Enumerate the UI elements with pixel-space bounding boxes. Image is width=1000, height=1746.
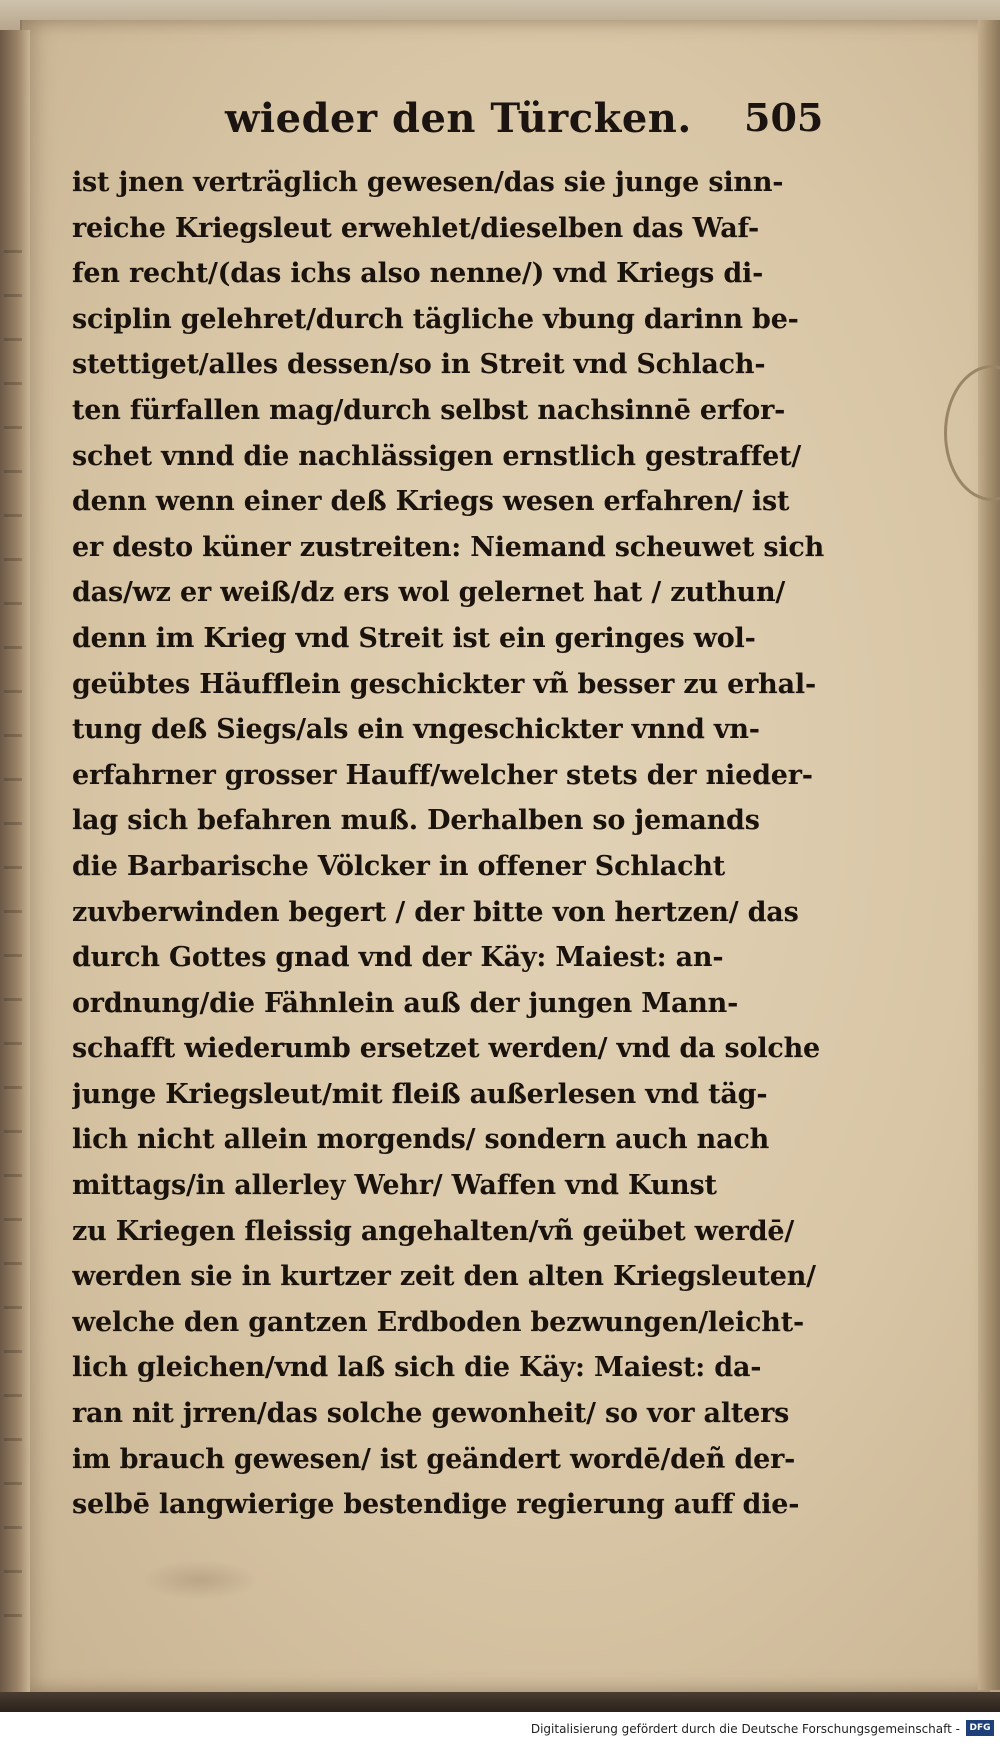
text-line: sciplin gelehret/durch tägliche vbung darinn be- bbox=[72, 303, 799, 335]
text-line: denn im Krieg vnd Streit ist ein geringes wol- bbox=[72, 622, 756, 654]
text-line: ten fürfallen mag/durch selbst nachsinnē erfor- bbox=[72, 394, 786, 426]
text-line: schet vnnd die nachlässigen ernstlich gestraffet/ bbox=[72, 440, 802, 472]
facing-page-text-fragments bbox=[4, 250, 22, 1650]
text-line: denn wenn einer deß Kriegs wesen erfahren/ ist bbox=[72, 486, 790, 518]
text-line: im brauch gewesen/ ist geändert wordē/deñ der- bbox=[72, 1443, 796, 1475]
text-line: tung deß Siegs/als ein vngeschickter vnnd vn- bbox=[72, 714, 760, 746]
text-line: die Barbarische Völcker in offener Schlacht bbox=[72, 850, 726, 882]
text-line: fen recht/(das ichs also nenne/) vnd Kriegs di- bbox=[72, 258, 764, 290]
text-line: reiche Kriegsleut erwehlet/dieselben das Waf- bbox=[72, 212, 760, 244]
text-line: welche den gantzen Erdboden bezwungen/leicht- bbox=[72, 1306, 804, 1338]
show-through-stain bbox=[140, 1560, 260, 1600]
text-line: lich nicht allein morgends/ sondern auch nach bbox=[72, 1124, 770, 1156]
text-line: ist jnen verträglich gewesen/das sie junge sinn- bbox=[72, 167, 784, 198]
page-header bbox=[0, 95, 1000, 155]
text-line: werden sie in kurtzer zeit den alten Kriegsleuten/ bbox=[72, 1261, 816, 1293]
text-line: geübtes Häufflein geschickter vñ besser zu erhal- bbox=[72, 668, 816, 700]
bottom-book-edge bbox=[0, 1692, 1000, 1712]
text-line: lag sich befahren muß. Derhalben so jemands bbox=[72, 805, 760, 837]
right-page-edges bbox=[978, 20, 1000, 1690]
text-line: zuvberwinden begert / der bitte von hertzen/ das bbox=[72, 896, 799, 928]
text-line: schafft wiederumb ersetzet werden/ vnd da solche bbox=[72, 1033, 821, 1065]
body-text bbox=[72, 160, 832, 1528]
text-line: selbē langwierige bestendige regierung auff die- bbox=[72, 1489, 800, 1521]
text-line: junge Kriegsleut/mit fleiß außerlesen vnd täg- bbox=[72, 1078, 768, 1110]
page-number: 505 bbox=[744, 95, 824, 140]
dfg-logo: DFG bbox=[966, 1720, 994, 1736]
text-line: mittags/in allerley Wehr/ Waffen vnd Kunst bbox=[72, 1170, 717, 1202]
text-line: durch Gottes gnad vnd der Käy: Maiest: an- bbox=[72, 942, 724, 974]
digitization-footer bbox=[0, 1712, 1000, 1746]
text-line: das/wz er weiß/dz ers wol gelernet hat / zuthun/ bbox=[72, 577, 786, 609]
text-line: zu Kriegen fleissig angehalten/vñ geübet werdē/ bbox=[72, 1215, 795, 1247]
left-page-edge bbox=[0, 30, 30, 1700]
funding-credit: Digitalisierung gefördert durch die Deutsche Forschungsgemeinschaft - bbox=[530, 1722, 960, 1736]
text-line: ordnung/die Fähnlein auß der jungen Mann- bbox=[72, 987, 739, 1019]
text-line: lich gleichen/vnd laß sich die Käy: Maiest: da- bbox=[72, 1352, 762, 1384]
text-line: stettiget/alles dessen/so in Streit vnd Schlach- bbox=[72, 349, 766, 381]
text-line: ran nit jrren/das solche gewonheit/ so vor alters bbox=[72, 1398, 790, 1430]
running-head: wieder den Türcken. bbox=[225, 95, 692, 142]
text-line: erfahrner grosser Hauff/welcher stets der nieder- bbox=[72, 759, 813, 791]
text-line: er desto küner zustreiten: Niemand scheuwet sich bbox=[72, 531, 825, 563]
